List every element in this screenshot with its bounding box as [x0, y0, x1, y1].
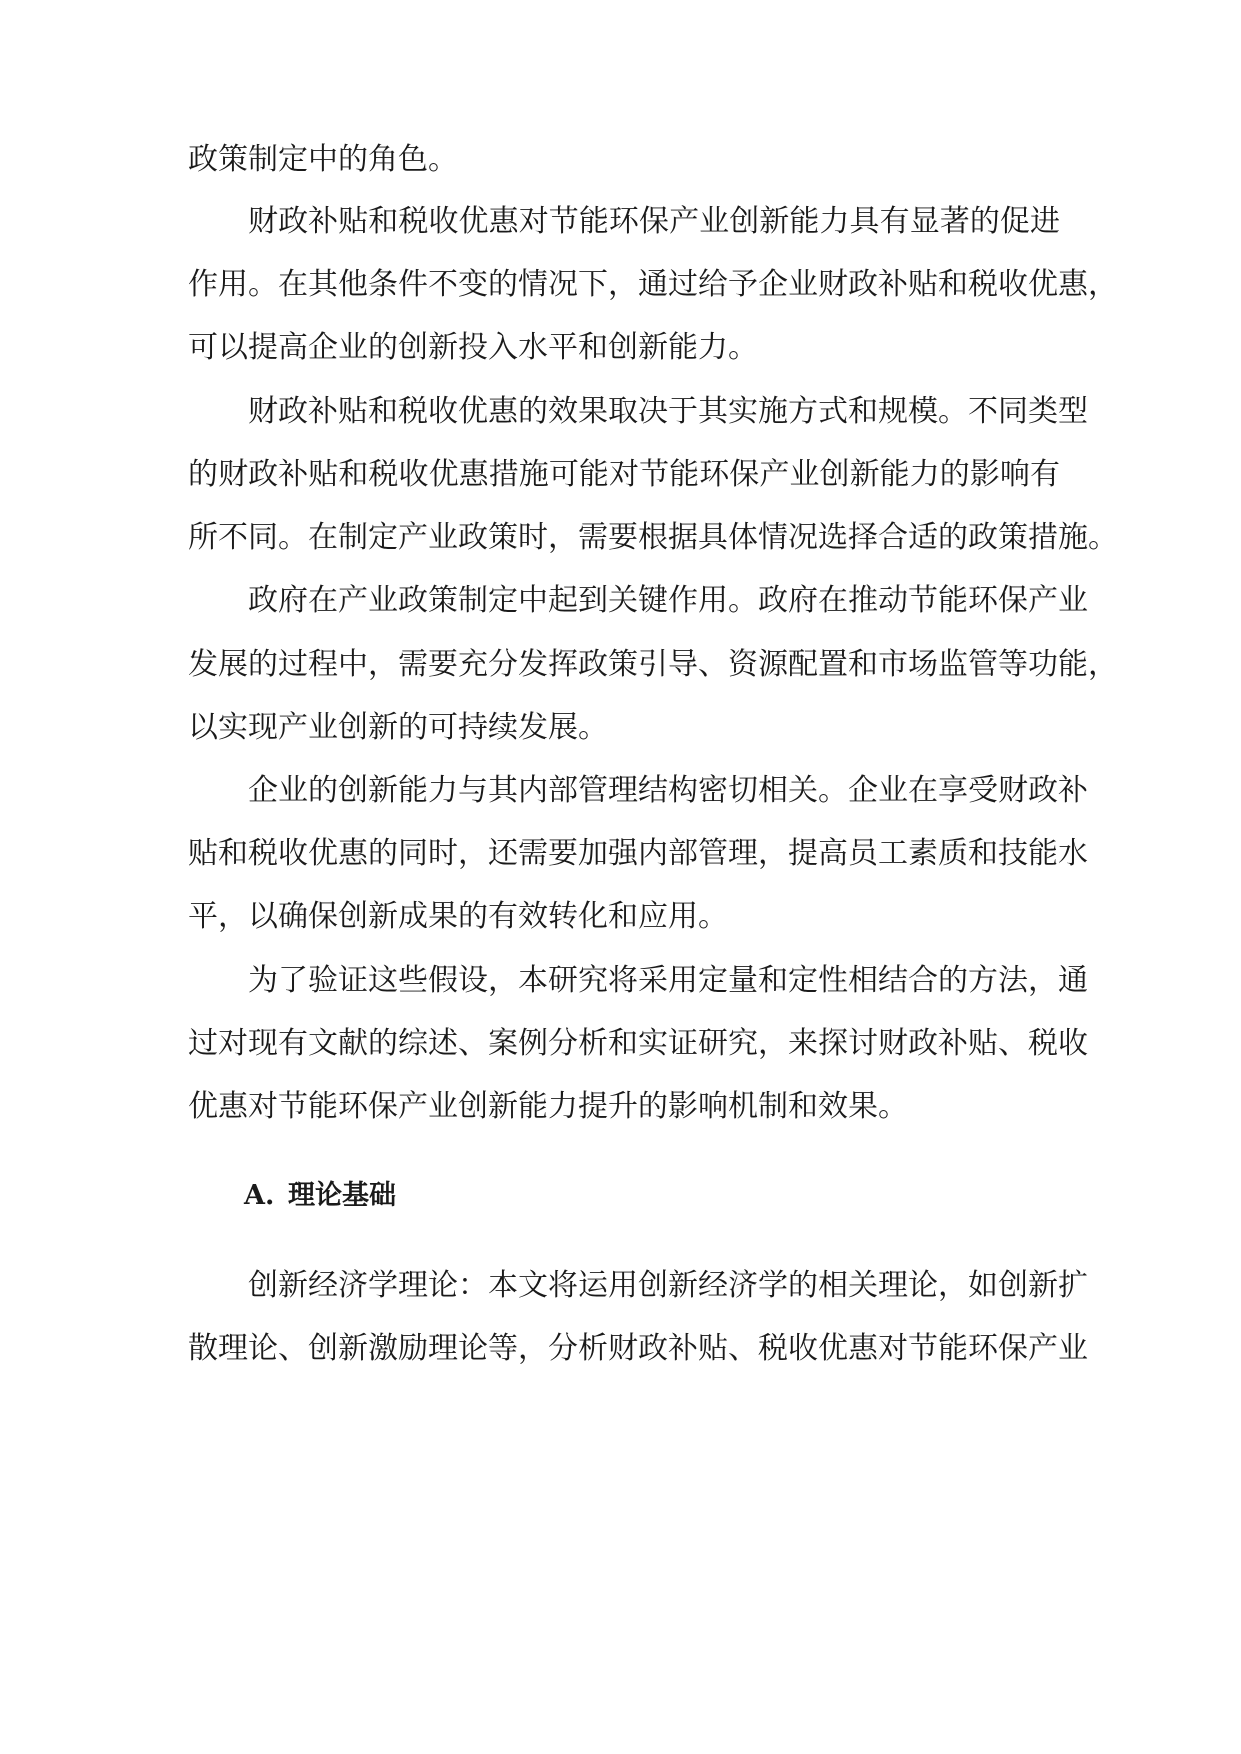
paragraph-line: 财政补贴和税收优惠的效果取决于其实施方式和规模。不同类型	[248, 394, 1088, 429]
paragraph-line: 以实现产业创新的可持续发展。	[188, 710, 608, 745]
paragraph-line: 财政补贴和税收优惠对节能环保产业创新能力具有显著的促进	[248, 204, 1060, 239]
paragraph-line: 可以提高企业的创新投入水平和创新能力。	[188, 330, 758, 365]
paragraph-line: 贴和税收优惠的同时，还需要加强内部管理，提高员工素质和技能水	[188, 836, 1088, 871]
paragraph-line: 所不同。在制定产业政策时，需要根据具体情况选择合适的政策措施。	[188, 520, 1118, 555]
paragraph-line: 作用。在其他条件不变的情况下，通过给予企业财政补贴和税收优惠，	[188, 267, 1118, 302]
section-heading-label: A.	[244, 1180, 275, 1211]
paragraph-line: 平，以确保创新成果的有效转化和应用。	[188, 899, 728, 934]
paragraph-line: 过对现有文献的综述、案例分析和实证研究，来探讨财政补贴、税收	[188, 1026, 1088, 1061]
paragraph-line: 为了验证这些假设，本研究将采用定量和定性相结合的方法，通	[248, 963, 1088, 998]
paragraph-line: 创新经济学理论：本文将运用创新经济学的相关理论，如创新扩	[248, 1268, 1088, 1303]
paragraph-line: 企业的创新能力与其内部管理结构密切相关。企业在享受财政补	[248, 773, 1088, 808]
paragraph-line: 优惠对节能环保产业创新能力提升的影响机制和效果。	[188, 1089, 908, 1124]
paragraph-line: 散理论、创新激励理论等，分析财政补贴、税收优惠对节能环保产业	[188, 1331, 1088, 1366]
paragraph-line: 发展的过程中，需要充分发挥政策引导、资源配置和市场监管等功能，	[188, 647, 1118, 682]
section-heading-title: 理论基础	[288, 1180, 396, 1211]
paragraph-line: 政府在产业政策制定中起到关键作用。政府在推动节能环保产业	[248, 583, 1088, 618]
section-heading	[244, 1176, 396, 1216]
paragraph-line: 政策制定中的角色。	[188, 142, 458, 177]
paragraph-line: 的财政补贴和税收优惠措施可能对节能环保产业创新能力的影响有	[188, 457, 1060, 492]
